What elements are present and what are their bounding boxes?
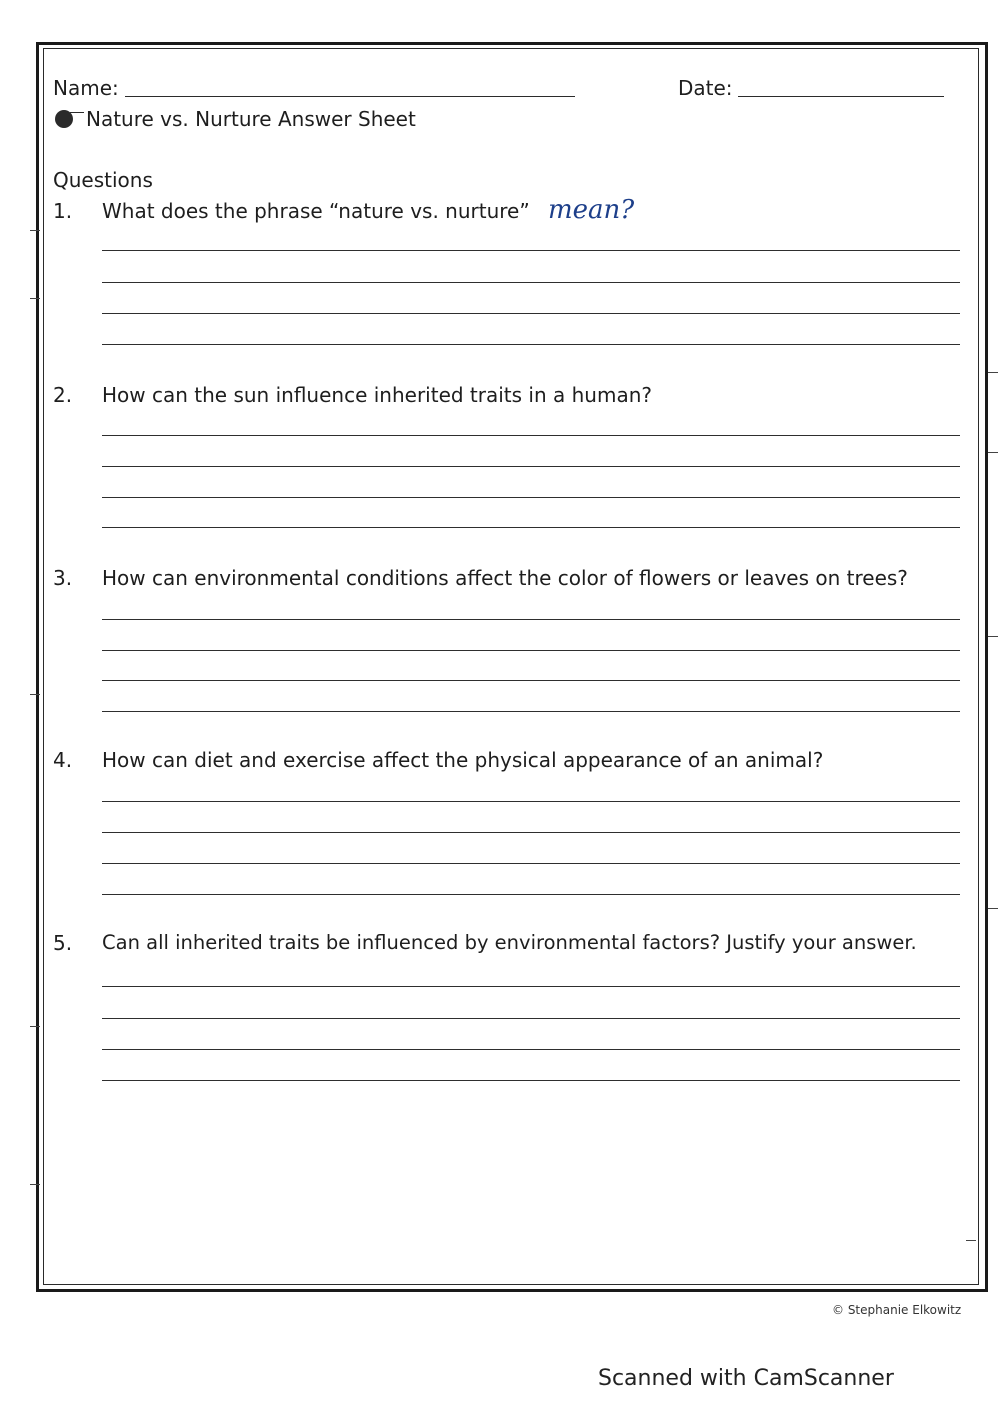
handwritten-annotation: mean? <box>548 195 635 225</box>
scan-mark <box>30 298 40 299</box>
answer-line[interactable] <box>102 832 960 833</box>
page-border-inner <box>43 48 979 1285</box>
sheet-title: Nature vs. Nurture Answer Sheet <box>86 107 416 131</box>
scan-mark <box>988 372 998 373</box>
question-5-number: 5. <box>53 931 73 955</box>
scan-mark <box>966 1240 976 1241</box>
answer-line[interactable] <box>102 344 960 345</box>
name-label: Name: <box>53 76 119 100</box>
answer-line[interactable] <box>102 313 960 314</box>
answer-line[interactable] <box>102 650 960 651</box>
answer-line[interactable] <box>102 466 960 467</box>
question-2-number: 2. <box>53 383 73 407</box>
question-5-text: Can all inherited traits be influenced by environmental factors? Justify your answer. <box>102 931 917 954</box>
scan-mark <box>30 694 40 695</box>
scan-mark <box>30 1184 40 1185</box>
answer-line[interactable] <box>102 527 960 528</box>
date-label: Date: <box>678 76 733 100</box>
name-field[interactable] <box>125 96 575 97</box>
question-1-number: 1. <box>53 199 73 223</box>
answer-line[interactable] <box>102 619 960 620</box>
questions-heading: Questions <box>53 168 153 192</box>
scan-mark <box>30 230 40 231</box>
scanner-watermark: Scanned with CamScanner <box>598 1366 894 1391</box>
answer-line[interactable] <box>102 680 960 681</box>
question-4-text: How can diet and exercise affect the physical appearance of an animal? <box>102 748 824 772</box>
answer-line[interactable] <box>102 1080 960 1081</box>
scan-mark <box>988 452 998 453</box>
answer-line[interactable] <box>102 986 960 987</box>
scan-mark <box>30 1026 40 1027</box>
answer-line[interactable] <box>102 282 960 283</box>
question-3-number: 3. <box>53 566 73 590</box>
answer-line[interactable] <box>102 1018 960 1019</box>
answer-line[interactable] <box>102 435 960 436</box>
scan-mark <box>988 636 998 637</box>
answer-line[interactable] <box>102 250 960 251</box>
answer-line[interactable] <box>102 497 960 498</box>
bullet-stroke <box>70 112 84 113</box>
answer-line[interactable] <box>102 801 960 802</box>
date-field[interactable] <box>738 96 944 97</box>
question-4-number: 4. <box>53 748 73 772</box>
answer-line[interactable] <box>102 1049 960 1050</box>
answer-line[interactable] <box>102 894 960 895</box>
question-1-text: What does the phrase “nature vs. nurture” <box>102 199 530 223</box>
answer-line[interactable] <box>102 863 960 864</box>
answer-line[interactable] <box>102 711 960 712</box>
question-2-text: How can the sun influence inherited traits in a human? <box>102 383 652 407</box>
question-3-text: How can environmental conditions affect the color of flowers or leaves on trees? <box>102 566 908 590</box>
copyright-text: © Stephanie Elkowitz <box>832 1303 962 1317</box>
scan-mark <box>988 908 998 909</box>
